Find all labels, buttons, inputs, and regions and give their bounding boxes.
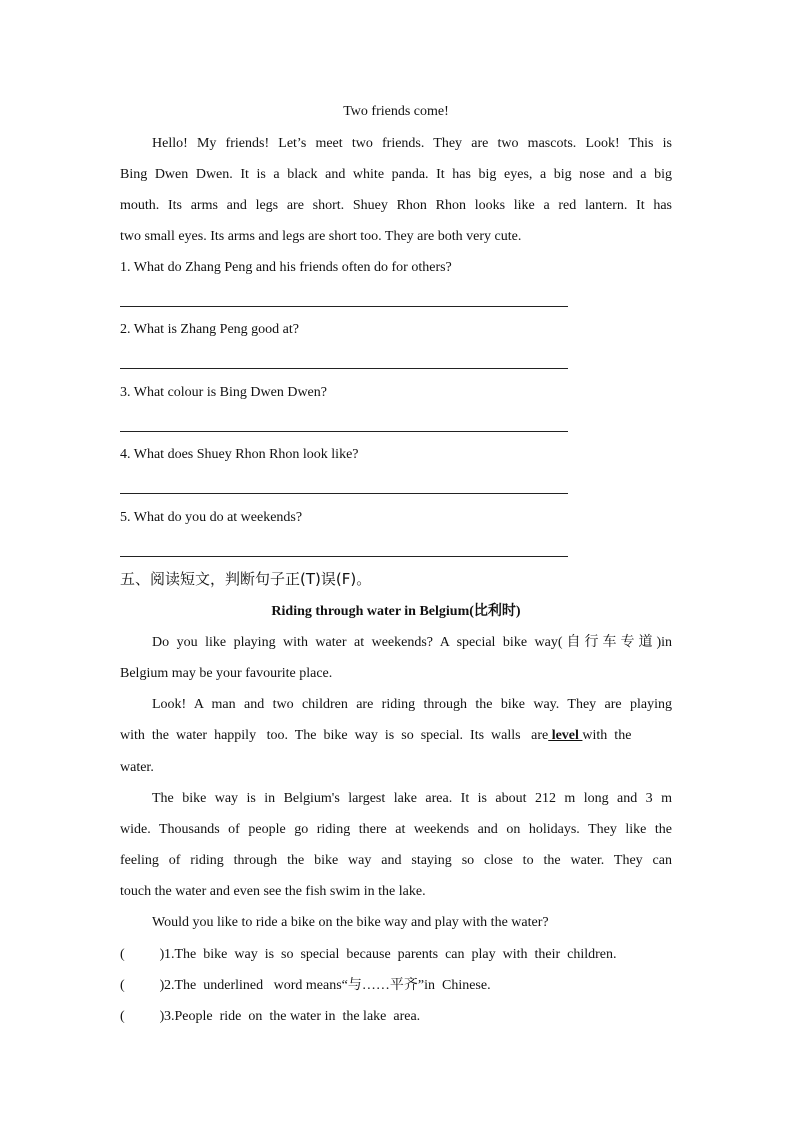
paragraph-line: Would you like to ride a bike on the bike way and play with the water? [152,915,549,930]
passage-line: two small eyes. Its arms and legs are short too. They are both very cute. [120,229,522,244]
paragraph-line: touch the water and even see the fish swim in the lake. [120,884,426,899]
paragraph-line: Look! A man and two children are riding through the bike way. They are playing [152,697,672,712]
paragraph-line: feeling of riding through the bike way and staying so close to the water. They can [120,853,672,868]
paragraph-line: The bike way is in Belgium's largest lake area. It is about 212 m long and 3 m [152,791,672,806]
answer-parens[interactable]: ( ) [120,978,165,993]
paragraph-line [120,726,672,746]
passage-title: Two friends come! [343,104,449,119]
judge-item-3 [120,1007,672,1027]
passage-line: Hello! My friends! Let’s meet two friends. They are two mascots. Look! This is [152,136,672,151]
answer-line-1[interactable] [120,306,568,307]
judge-item-2 [120,976,672,996]
underlined-word: level [548,728,583,743]
passage-line: mouth. Its arms and legs are short. Shuey Rhon Rhon looks like a red lantern. It has [120,198,672,213]
paragraph-line: Do you like playing with water at weekends? A special bike way(自行车专道)in [152,635,672,650]
question-3: 3. What colour is Bing Dwen Dwen? [120,385,327,400]
answer-parens[interactable]: ( ) [120,1009,165,1024]
question-4: 4. What does Shuey Rhon Rhon look like? [120,447,359,462]
judge-text: 3.People ride on the water in the lake area. [164,1009,421,1024]
question-1: 1. What do Zhang Peng and his friends often do for others? [120,260,452,275]
paragraph-line: water. [120,760,154,775]
paragraph-line: Belgium may be your favourite place. [120,666,333,681]
question-2: 2. What is Zhang Peng good at? [120,322,299,337]
section-title: Riding through water in Belgium(比利时) [271,604,521,619]
answer-line-4[interactable] [120,493,568,494]
judge-item-1 [120,945,672,965]
answer-line-5[interactable] [120,556,568,557]
judge-text: 1.The bike way is so special because parents can play with their children. [164,947,617,962]
paragraph-line: wide. Thousands of people go riding there at weekends and on holidays. They like the [120,822,672,837]
answer-line-2[interactable] [120,368,568,369]
paragraph-text: with the [582,728,632,743]
answer-line-3[interactable] [120,431,568,432]
question-5: 5. What do you do at weekends? [120,510,303,525]
answer-parens[interactable]: ( ) [120,947,165,962]
passage-line: Bing Dwen Dwen. It is a black and white panda. It has big eyes, a big nose and a big [120,167,672,182]
section-heading: 五、阅读短文，判断句子正(T)误(F)。 [120,570,372,588]
judge-text: 2.The underlined word means“与……平齐”in Chinese. [164,978,491,993]
paragraph-text: with the water happily too. The bike way is so special. Its walls are [120,728,549,743]
